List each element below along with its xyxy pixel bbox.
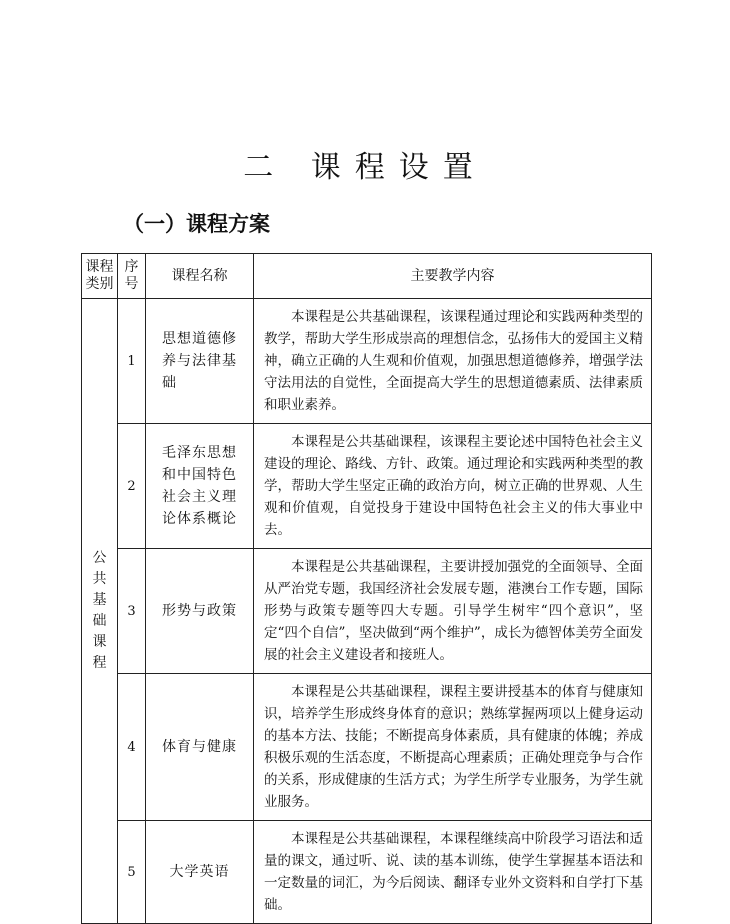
header-category: 课程类别 — [82, 254, 118, 299]
table-row — [82, 821, 652, 924]
row-number: 1 — [118, 299, 146, 424]
course-content: 本课程是公共基础课程，课程主要讲授基本的体育与健康知识，培养学生形成终身体育的意识；熟练掌握两项以上健身运动的基本方法、技能；不断提高身体素质，具有健康的体魄；养成积极乐观的生活态度，不断提高心理素质；正确处理竞争与合作的关系，形成健康的生活方式；为学生所学专业服务，为学生就业服务。 — [254, 674, 652, 821]
header-course-name: 课程名称 — [146, 254, 254, 299]
row-number: 2 — [118, 424, 146, 549]
table-row — [82, 299, 652, 424]
course-content: 本课程是公共基础课程，该课程主要论述中国特色社会主义建设的理论、路线、方针、政策。通过理论和实践两种类型的教学，帮助大学生坚定正确的政治方向，树立正确的世界观、人生观和价值观，自觉投身于建设中国特色社会主义的伟大事业中去。 — [254, 424, 652, 549]
table-header-row — [82, 254, 652, 299]
section-title: （一）课程方案 — [123, 211, 270, 236]
course-name: 大学英语 — [146, 821, 254, 924]
table-row — [82, 424, 652, 549]
course-name: 思想道德修养与法律基础 — [146, 299, 254, 424]
course-content: 本课程是公共基础课程，该课程通过理论和实践两种类型的教学，帮助大学生形成崇高的理想信念，弘扬伟大的爱国主义精神，确立正确的人生观和价值观，加强思想道德修养，增强学法守法用法的自觉性，全面提高大学生的思想道德素质、法律素质和职业素养。 — [254, 299, 652, 424]
row-number: 5 — [118, 821, 146, 924]
curriculum-table — [81, 253, 652, 924]
header-content: 主要教学内容 — [254, 254, 652, 299]
course-name: 形势与政策 — [146, 549, 254, 674]
row-number: 4 — [118, 674, 146, 821]
course-content: 本课程是公共基础课程，主要讲授加强党的全面领导、全面从严治党专题，我国经济社会发展专题，港澳台工作专题，国际形势与政策专题等四大专题。引导学生树牢“四个意识”，坚定“四个自信”，坚决做到“两个维护”，成长为德智体美劳全面发展的社会主义建设者和接班人。 — [254, 549, 652, 674]
header-number: 序号 — [118, 254, 146, 299]
category-cell: 公共基础课程 — [82, 299, 118, 924]
chapter-title: 二 课程设置 — [243, 150, 487, 185]
course-content: 本课程是公共基础课程，本课程继续高中阶段学习语法和适量的课文，通过听、说、读的基本训练，使学生掌握基本语法和一定数量的词汇，为今后阅读、翻译专业外文资料和自学打下基础。 — [254, 821, 652, 924]
table-row — [82, 549, 652, 674]
table-row — [82, 674, 652, 821]
row-number: 3 — [118, 549, 146, 674]
course-name: 体育与健康 — [146, 674, 254, 821]
course-name: 毛泽东思想和中国特色社会主义理论体系概论 — [146, 424, 254, 549]
